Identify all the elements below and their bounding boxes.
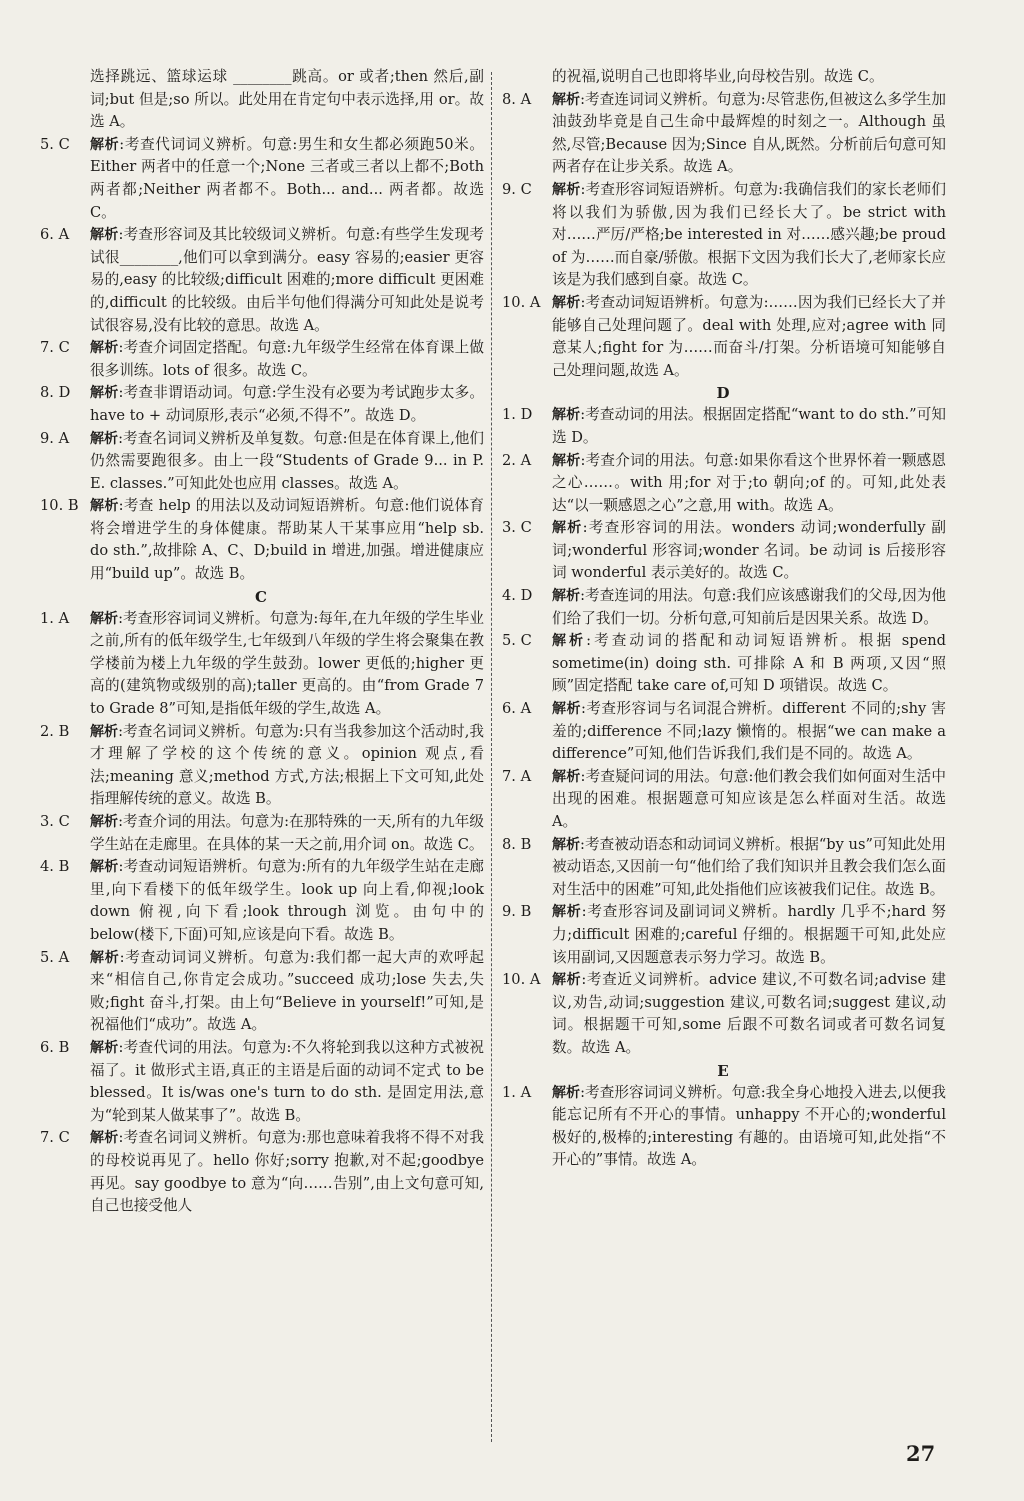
explanation-label: 解析	[552, 452, 581, 469]
answer-entry	[500, 969, 946, 1059]
explanation-text: :考查动词的用法。根据固定搭配“want to do sth.”可知选 D。	[552, 406, 947, 446]
answer-number: 2. B	[40, 722, 70, 740]
answer-explanation	[90, 856, 484, 946]
explanation-label: 解析	[90, 340, 119, 357]
explanation-label: 解析	[90, 430, 119, 447]
answer-entry	[38, 947, 484, 1037]
answer-entry	[38, 134, 484, 224]
answer-explanation	[552, 901, 946, 969]
explanation-text: :考查形容词词义辨析。句意为:每年,在九年级的学生毕业之前,所有的低年级学生,七年级到八年级的学生将会聚集在教学楼前为楼上九年级的学生鼓劲。lower 更低的;higher 更高的(建筑物或级别的高);taller 更高的。由“from Grade 7 to Grade 8”可知,是指低年级的学生,故选 A。	[90, 609, 484, 718]
answer-entry	[500, 179, 946, 292]
answer-entry	[38, 608, 484, 721]
continued-text: 的祝福,说明自己也即将毕业,向母校告别。故选 C。	[552, 68, 884, 85]
explanation-label: 解析	[552, 633, 587, 650]
answer-explanation	[552, 630, 946, 698]
explanation-label: 解析	[552, 181, 581, 198]
answer-number: 10. B	[40, 497, 79, 515]
explanation-label: 解析	[90, 949, 120, 966]
answer-entry	[500, 1082, 946, 1172]
answer-explanation	[552, 766, 946, 834]
answer-explanation	[90, 608, 484, 721]
answer-number: 7. C	[40, 1129, 70, 1147]
answer-entry	[500, 901, 946, 969]
explanation-label: 解析	[90, 859, 119, 876]
entries-c-cont	[500, 89, 946, 383]
answer-number: 5. C	[40, 135, 70, 153]
answer-entry	[500, 89, 946, 179]
explanation-label: 解析	[90, 498, 119, 515]
answer-number: 6. B	[40, 1038, 70, 1056]
explanation-label: 解析	[552, 1084, 581, 1101]
answer-explanation	[90, 495, 484, 585]
answer-entry	[500, 450, 946, 518]
answer-explanation	[90, 224, 484, 337]
answer-entry	[500, 630, 946, 698]
answer-explanation	[90, 428, 484, 496]
answer-entry	[500, 698, 946, 766]
explanation-text: :考查疑问词的用法。句意:他们教会我们如何面对生活中出现的困难。根据题意可知应该是怎么样面对生活。故选 A。	[552, 767, 946, 830]
answer-entry	[500, 404, 946, 449]
section-heading-e: E	[717, 1061, 729, 1080]
explanation-label: 解析	[552, 768, 581, 785]
column-divider	[491, 72, 492, 1442]
answer-number: 1. A	[502, 1083, 532, 1101]
page-number: 27	[906, 1441, 936, 1466]
answer-number: 2. A	[502, 451, 532, 469]
answer-explanation	[552, 89, 946, 179]
explanation-text: :考查 help 的用法以及动词短语辨析。句意:他们说体育将会增进学生的身体健康。帮助某人干某事应用“help sb. do sth.”,故排除 A、C、D;build in 增进,加强。增进健康应用“build up”。故选 B。	[90, 497, 484, 583]
answer-number: 10. A	[502, 971, 541, 989]
explanation-text: :考查动词短语辨析。句意为:所有的九年级学生站在走廊里,向下看楼下的低年级学生。look up 向上看,仰视;look down 俯视,向下看;look through 浏览。由句中的 below(楼下,下面)可知,应该是向下看。故选 B。	[90, 858, 484, 943]
answer-explanation	[552, 698, 946, 766]
explanation-text: :考查连词的用法。句意:我们应该感谢我们的父母,因为他们给了我们一切。分析句意,可知前后是因果关系。故选 D。	[552, 587, 946, 627]
answer-explanation	[90, 337, 484, 382]
explanation-label: 解析	[90, 814, 119, 830]
answer-number: 9. A	[40, 429, 70, 447]
explanation-text: :考查形容词词义辨析。句意:我全身心地投入进去,以便我能忘记所有不开心的事情。unhappy 不开心的;wonderful 极好的,极棒的;interesting 有趣的。由语境可知,此处指“不开心的”事情。故选 A。	[552, 1083, 946, 1169]
section-heading-c: C	[255, 587, 267, 606]
entries-d	[500, 404, 946, 1059]
explanation-text: :考查形容词及副词词义辨析。hardly 几乎不;hard 努力;difficult 困难的;careful 仔细的。根据题干可知,此处应该用副词,又因题意表示努力学习。故选 B。	[552, 903, 946, 966]
explanation-label: 解析	[90, 227, 119, 244]
explanation-text: :考查被动语态和动词词义辨析。根据“by us”可知此处用被动语态,又因前一句“他们给了我们知识并且教会我们怎么面对生活中的困难”可知,此处指他们应该被我们记住。故选 B。	[552, 835, 946, 898]
answer-number: 8. D	[40, 384, 71, 402]
explanation-text: :考查非谓语动词。句意:学生没有必要为考试跑步太多。have to + 动词原形,表示“必须,不得不”。故选 D。	[90, 384, 484, 424]
answer-explanation	[90, 382, 484, 427]
answer-entry	[38, 337, 484, 382]
answer-explanation	[552, 292, 946, 382]
explanation-label: 解析	[552, 520, 583, 537]
explanation-text: :考查代词的用法。句意为:不久将轮到我以这种方式被祝福了。it 做形式主语,真正的主语是后面的动词不定式 to be blessed。It is/was one's turn to do sth. 是固定用法,意为“轮到某人做某事了”。故选 B。	[90, 1038, 484, 1124]
entries-b-cont	[38, 134, 484, 586]
left-column	[38, 66, 484, 1218]
explanation-label: 解析	[90, 136, 120, 153]
answer-entry	[500, 292, 946, 382]
explanation-label: 解析	[552, 701, 581, 718]
answer-entry	[38, 811, 484, 856]
answer-entry	[38, 495, 484, 585]
answer-entry	[38, 224, 484, 337]
explanation-label: 解析	[552, 972, 582, 989]
answer-number: 7. C	[40, 339, 70, 357]
answer-number: 3. C	[502, 519, 532, 537]
answer-explanation	[90, 947, 484, 1037]
answer-number: 4. D	[502, 587, 533, 605]
section-heading-d: D	[716, 384, 730, 403]
explanation-label: 解析	[90, 385, 119, 402]
explanation-label: 解析	[90, 610, 119, 627]
explanation-label: 解析	[552, 294, 581, 311]
explanation-label: 解析	[90, 1039, 119, 1056]
explanation-text: :考查介词的用法。句意:如果你看这个世界怀着一颗感恩之心……。with 用;for 对于;to 朝向;of 的。可知,此处表达“以一颗感恩之心”之意,用 with。故选 A。	[552, 451, 946, 514]
answer-number: 4. B	[40, 858, 70, 876]
answer-explanation	[90, 721, 484, 811]
answer-number: 9. C	[502, 180, 532, 198]
answer-number: 5. A	[40, 948, 70, 966]
explanation-text: :考查形容词与名词混合辨析。different 不同的;shy 害羞的;difference 不同;lazy 懒惰的。根据“we can make a difference”可知,他们告诉我们,我们是不同的。故选 A。	[552, 700, 947, 763]
answer-explanation	[90, 134, 484, 224]
explanation-label: 解析	[90, 723, 119, 740]
explanation-text: :考查介词的用法。句意为:在那特殊的一天,所有的九年级学生站在走廊里。在具体的某一天之前,用介词 on。故选 C。	[90, 813, 484, 853]
answer-entry	[500, 585, 946, 630]
explanation-text: :考查名词词义辨析。句意为:那也意味着我将不得不对我的母校说再见了。hello 你好;sorry 抱歉,对不起;goodbye 再见。say goodbye to 意为“向……告别”,由上文句意可知,自己也接受他人	[90, 1129, 484, 1215]
answer-explanation	[552, 1082, 946, 1172]
answer-entry	[38, 382, 484, 427]
explanation-label: 解析	[90, 1130, 119, 1147]
explanation-text: :考查代词词义辨析。句意:男生和女生都必须跑50米。Either 两者中的任意一个;None 三者或三者以上都不;Both 两者都;Neither 两者都不。Both... and... 两者都。故选 C。	[90, 135, 485, 221]
answer-number: 5. C	[502, 632, 532, 650]
answer-number: 6. A	[40, 226, 70, 244]
answer-entry	[38, 1127, 484, 1217]
answer-entry	[38, 721, 484, 811]
explanation-label: 解析	[552, 904, 582, 921]
answer-number: 10. A	[502, 293, 541, 311]
explanation-text: :考查动词词义辨析。句意为:我们都一起大声的欢呼起来“相信自己,你肯定会成功。”succeed 成功;lose 失去,失败;fight 奋斗,打架。由上句“Believe in yourself!”可知,是祝福他们“成功”。故选 A。	[90, 948, 484, 1034]
answer-entry	[500, 834, 946, 902]
explanation-text: :考查介词固定搭配。句意:九年级学生经常在体育课上做很多训练。lots of 很多。故选 C。	[90, 339, 484, 379]
explanation-label: 解析	[552, 588, 581, 605]
explanation-text: :考查名词词义辨析。句意为:只有当我参加这个活动时,我才理解了学校的这个传统的意义。opinion 观点,看法;meaning 意义;method 方式,方法;根据上下文可知,此处指理解传统的意义。故选 B。	[90, 722, 484, 808]
answer-number: 1. D	[502, 406, 533, 424]
right-column	[500, 66, 946, 1172]
explanation-text: :考查动词短语辨析。句意为:……因为我们已经长大了并能够自己处理问题了。deal with 处理,应对;agree with 同意某人;fight for 为……而奋斗/打架。分析语境可知能够自己处理问题,故选 A。	[552, 293, 947, 379]
continued-text: 选择跳远、篮球运球 ________跳高。or 或者;then 然后,副词;but 但是;so 所以。此处用在肯定句中表示选择,用 or。故选 A。	[90, 68, 484, 131]
explanation-label: 解析	[552, 407, 581, 424]
explanation-text: :考查近义词辨析。advice 建议,不可数名词;advise 建议,劝告,动词;suggestion 建议,可数名词;suggest 建议,动词。根据题干可知,some 后跟不可数名词或者可数名词复数。故选 A。	[552, 971, 946, 1056]
answer-number: 8. A	[502, 90, 532, 108]
answer-explanation	[552, 404, 946, 449]
explanation-text: :考查形容词及其比较级词义辨析。句意:有些学生发现考试很________,他们可以拿到满分。easy 容易的;easier 更容易的,easy 的比较级;difficult 困难的;more difficult 更困难的,difficult 的比较级。由后半句他们得满分可知此处是说考试很容易,没有比较的意思。故选 A。	[90, 226, 484, 334]
answer-explanation	[552, 969, 946, 1059]
answer-entry	[38, 428, 484, 496]
explanation-text: :考查动词的搭配和动词短语辨析。根据 spend sometime(in) doing sth. 可排除 A 和 B 两项,又因“照顾”固定搭配 take care of,可知 D 项错误。故选 C。	[552, 632, 946, 695]
answer-explanation	[552, 179, 946, 292]
answer-number: 6. A	[502, 700, 532, 718]
answer-explanation	[90, 1127, 484, 1217]
explanation-label: 解析	[552, 91, 581, 108]
answer-number: 7. A	[502, 767, 532, 785]
answer-entry	[500, 517, 946, 585]
answer-explanation	[552, 450, 946, 518]
answer-number: 3. C	[40, 813, 70, 830]
answer-entry	[500, 766, 946, 834]
explanation-text: :考查形容词的用法。wonders 动词;wonderfully 副词;wonderful 形容词;wonder 名词。be 动词 is 后接形容词 wonderful 表示美好的。故选 C。	[552, 519, 946, 582]
explanation-text: :考查名词词义辨析及单复数。句意:但是在体育课上,他们仍然需要跑很多。由上一段“Students of Grade 9... in P. E. classes.”可知此处也应用 classes。故选 A。	[90, 429, 484, 492]
answer-explanation	[90, 1037, 484, 1127]
explanation-text: :考查形容词短语辨析。句意为:我确信我们的家长老师们将以我们为骄傲,因为我们已经长大了。be strict with 对……严厉/严格;be interested in 对……感兴趣;be proud of 为……而自豪/骄傲。根据下文因为我们长大了,老师家长应该是为我们感到自豪。故选 C。	[552, 180, 946, 289]
entries-e	[500, 1082, 946, 1172]
answer-explanation	[552, 585, 946, 630]
answer-explanation	[552, 517, 946, 585]
answer-entry	[38, 1037, 484, 1127]
explanation-text: :考查连词词义辨析。句意为:尽管悲伤,但被这么多学生加油鼓劲毕竟是自己生命中最辉煌的时刻之一。Although 虽然,尽管;Because 因为;Since 自从,既然。分析前后句意可知两者存在让步关系。故选 A。	[552, 90, 946, 176]
answer-explanation	[552, 834, 946, 902]
answer-number: 1. A	[40, 609, 70, 627]
answer-number: 9. B	[502, 903, 532, 921]
explanation-label: 解析	[552, 836, 581, 853]
answer-entry	[38, 856, 484, 946]
answer-explanation	[90, 811, 484, 856]
entries-c	[38, 608, 484, 1218]
answer-number: 8. B	[502, 835, 532, 853]
